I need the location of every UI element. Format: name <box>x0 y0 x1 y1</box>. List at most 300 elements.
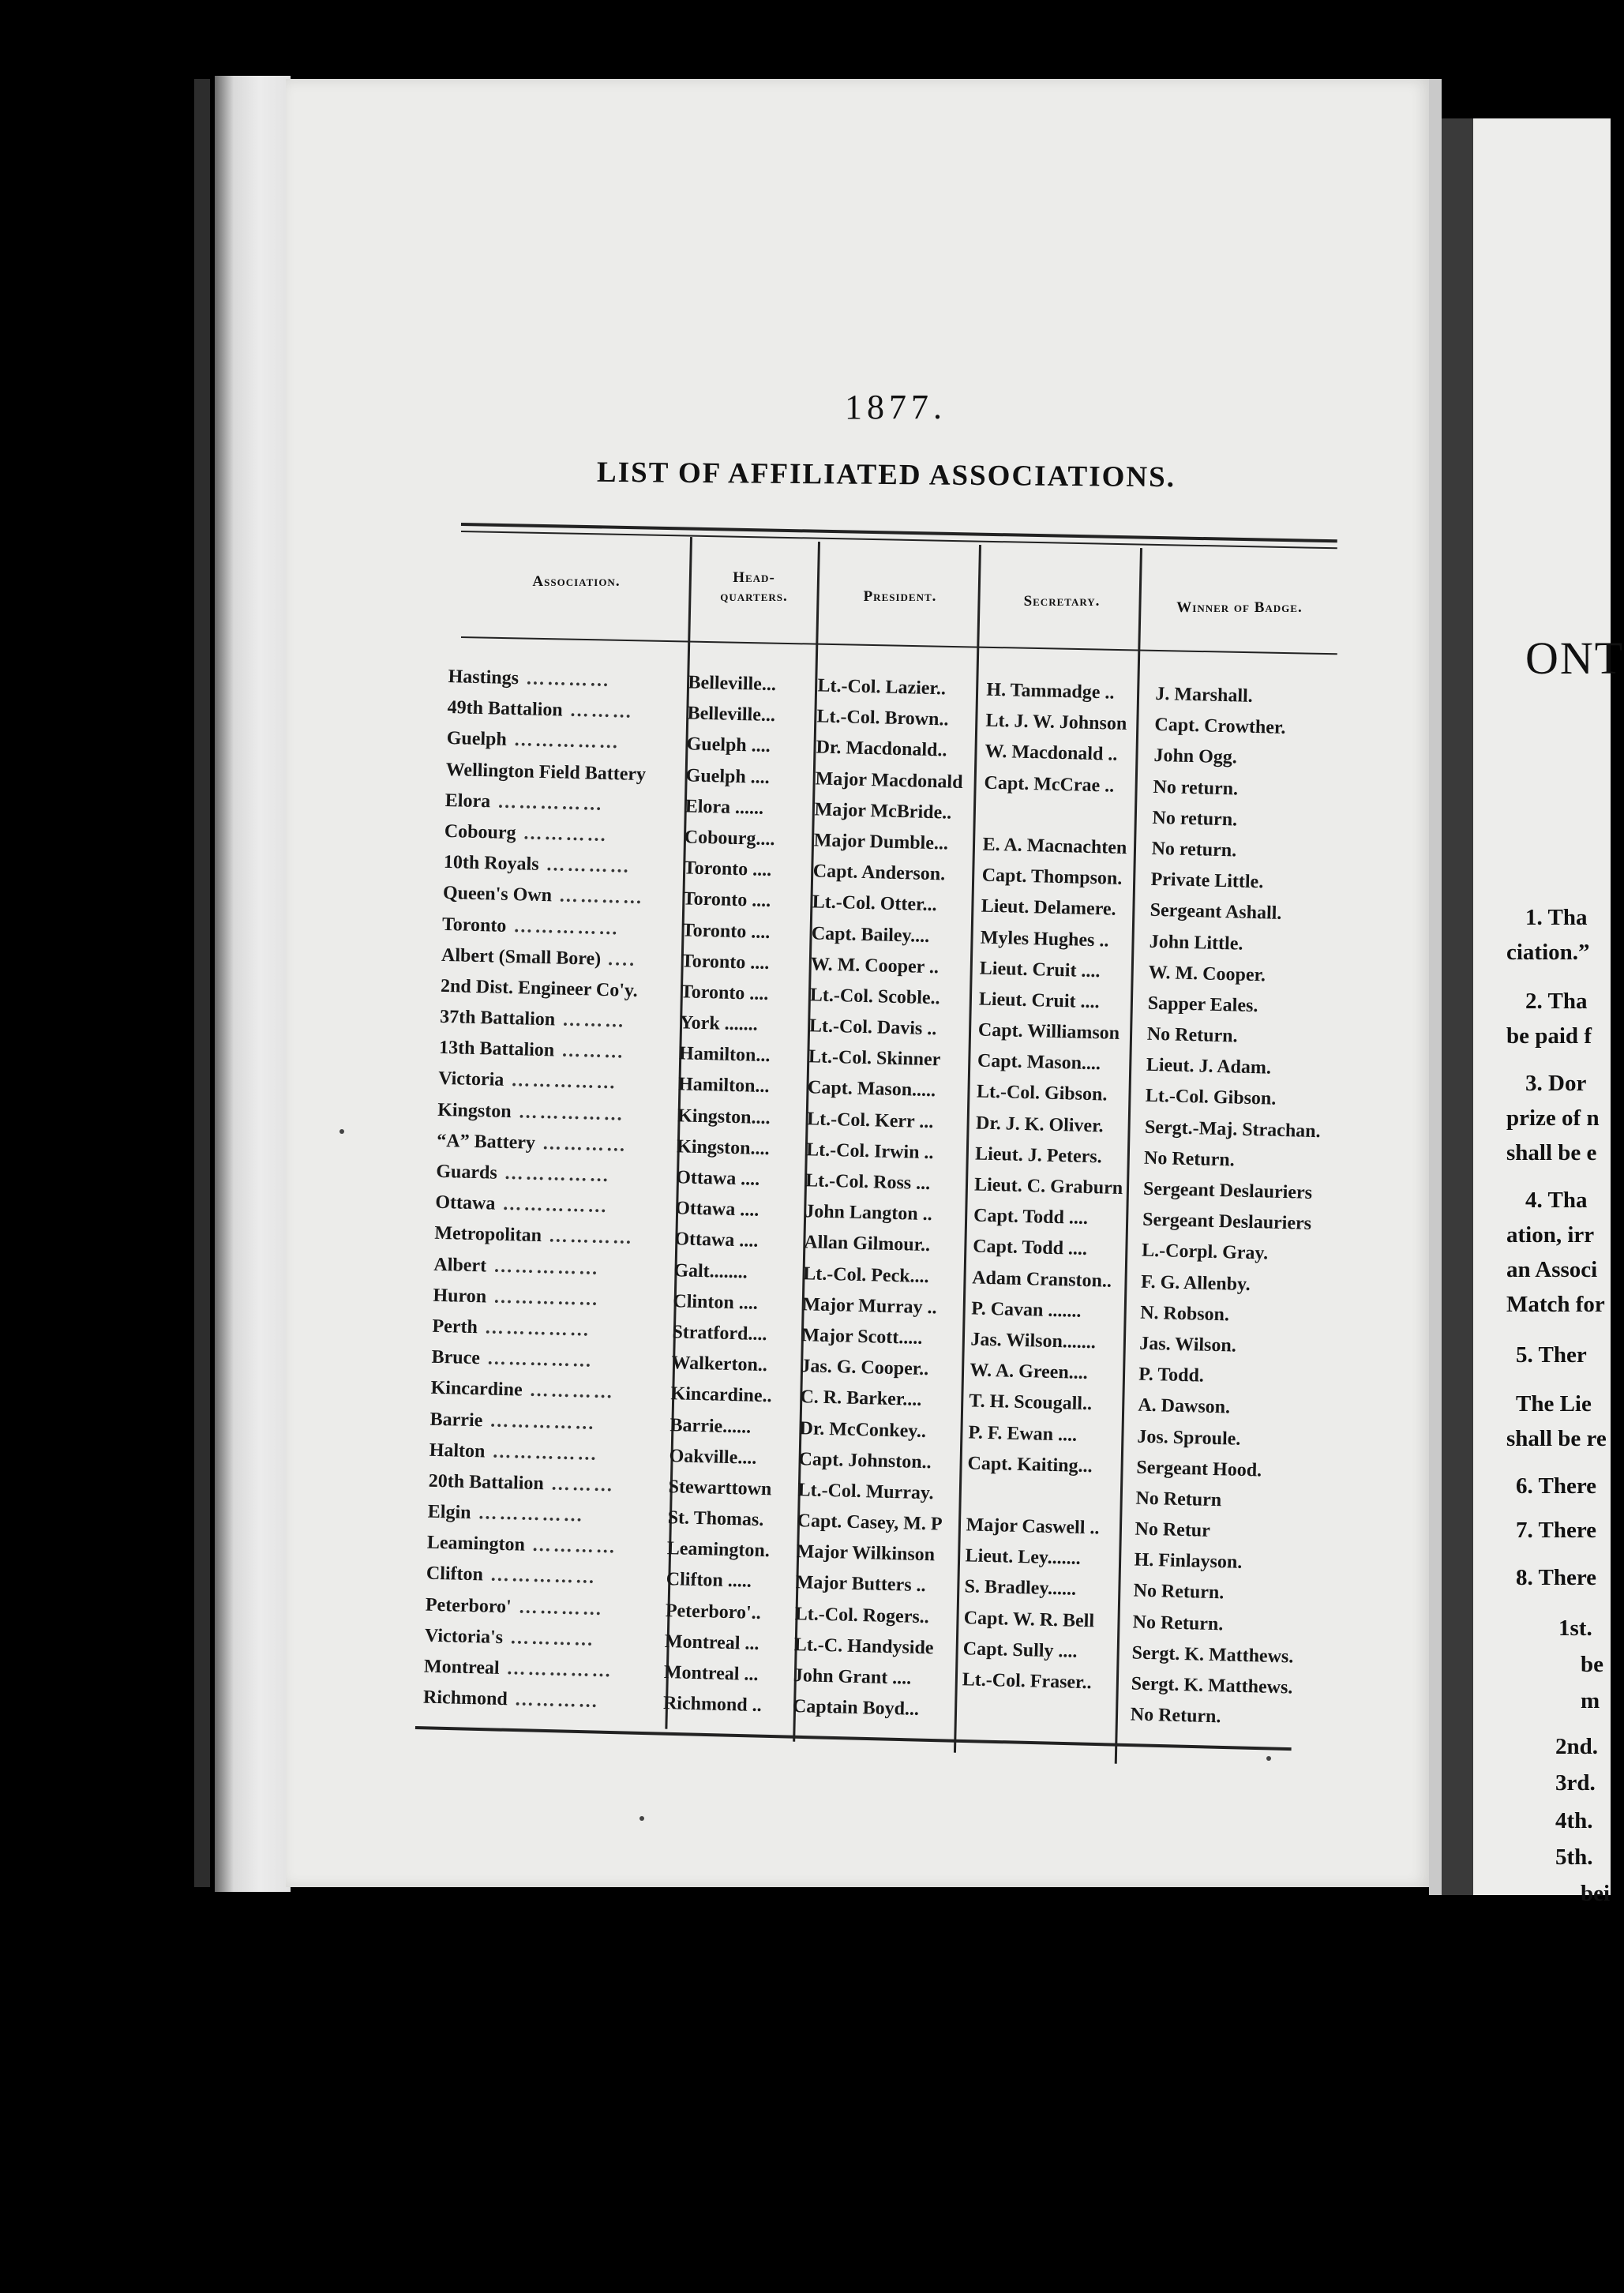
headquarters-cell <box>664 1662 791 1687</box>
headquarters-cell <box>671 1353 798 1377</box>
right-page-line: bei <box>1581 1881 1611 1906</box>
winner-cell-text: Jas. Wilson. <box>1138 1333 1237 1357</box>
headquarters-cell-text: Belleville... <box>687 703 776 726</box>
secretary-cell-text: Capt. Sully .... <box>962 1638 1078 1662</box>
president-cell-text: Major Macdonald <box>815 767 963 793</box>
headquarters-cell-text: Cobourg.... <box>684 827 775 850</box>
right-page <box>1473 118 1624 1906</box>
association-cell-text: Victoria <box>437 1068 504 1091</box>
winner-cell <box>1131 1674 1321 1700</box>
association-cell-text: 49th Battalion <box>447 697 564 721</box>
winner-cell <box>1134 1550 1324 1576</box>
leader-dots: …………… <box>499 1657 613 1682</box>
headquarters-cell-text: Barrie...... <box>669 1414 752 1438</box>
association-table <box>422 666 1340 1740</box>
secretary-cell-text: Myles Hughes .. <box>980 927 1109 951</box>
headquarters-cell-text: Belleville... <box>688 672 777 696</box>
winner-cell <box>1139 1334 1330 1360</box>
right-page-line: Match for <box>1506 1292 1605 1317</box>
president-cell <box>793 1665 960 1691</box>
header-winner: Winner of Badge. <box>1176 599 1303 616</box>
president-cell <box>797 1480 964 1505</box>
headquarters-cell-text: Peterboro'.. <box>665 1600 761 1623</box>
president-cell <box>813 830 980 855</box>
association-cell-text: Montreal <box>423 1656 500 1679</box>
headquarters-cell <box>672 1322 799 1346</box>
winner-cell-text: A. Dawson. <box>1138 1394 1231 1418</box>
headquarters-cell-text: Ottawa .... <box>674 1198 759 1221</box>
secretary-cell <box>970 1360 1136 1386</box>
association-cell-text: Elgin <box>427 1501 471 1524</box>
association-cell-text: Albert (Small Bore) <box>441 944 602 970</box>
association-cell-text: 2nd Dist. Engineer Co'y. <box>440 975 638 1001</box>
winner-cell-text: No Return. <box>1146 1023 1238 1047</box>
secretary-cell-text: Lt.-Col. Fraser.. <box>962 1669 1092 1694</box>
association-cell-text: Perth <box>432 1315 478 1338</box>
winner-cell <box>1143 1179 1333 1205</box>
secretary-cell <box>962 1669 1128 1694</box>
leader-dots: ………… <box>507 1689 601 1713</box>
president-cell <box>815 768 981 794</box>
association-cell-text: Queen's Own <box>442 883 553 906</box>
winner-cell <box>1133 1581 1323 1607</box>
president-cell <box>801 1325 968 1350</box>
headquarters-cell-text: Guelph .... <box>686 734 771 757</box>
president-cell <box>816 737 982 763</box>
winner-cell-text: Sergeant Ashall. <box>1150 900 1282 925</box>
president-cell-text: Dr. McConkey.. <box>799 1417 927 1442</box>
ink-speck <box>639 1816 644 1821</box>
right-page-line: 8. There <box>1516 1565 1597 1590</box>
president-cell <box>795 1573 962 1598</box>
header-association: Association. <box>532 573 621 590</box>
winner-cell <box>1135 1519 1325 1545</box>
winner-cell-text: Sergeant Hood. <box>1136 1457 1262 1481</box>
headquarters-cell-text: St. Thomas. <box>667 1507 764 1531</box>
page-gutter <box>1429 79 1442 1895</box>
headquarters-cell <box>680 1012 807 1037</box>
headquarters-cell <box>669 1446 796 1470</box>
winner-cell <box>1152 808 1342 834</box>
winner-cell <box>1130 1705 1320 1731</box>
president-cell-text: Capt. Anderson. <box>812 861 946 885</box>
leader-dots: …………… <box>506 730 621 753</box>
winner-cell <box>1153 776 1343 802</box>
ink-speck <box>339 1129 344 1134</box>
president-cell <box>806 1139 973 1165</box>
leader-dots: …………… <box>495 1193 609 1218</box>
president-cell <box>807 1109 973 1134</box>
headquarters-cell-text: Galt........ <box>673 1259 748 1283</box>
leader-dots: …………… <box>479 1348 594 1372</box>
association-cell-text: 20th Battalion <box>428 1470 545 1495</box>
winner-cell-text: No return. <box>1152 807 1238 831</box>
secretary-cell <box>985 741 1151 767</box>
leader-dots: .... <box>600 948 637 970</box>
secretary-cell <box>967 1453 1134 1478</box>
headquarters-cell-text: Kingston.... <box>677 1105 771 1128</box>
headquarters-cell <box>674 1229 801 1254</box>
secretary-cell-text: Capt. Mason.... <box>977 1050 1101 1075</box>
leader-dots: ………… <box>538 854 632 877</box>
association-cell-text: Ottawa <box>435 1192 496 1214</box>
leader-dots: …………… <box>489 791 605 815</box>
winner-cell <box>1132 1612 1322 1638</box>
association-cell-text: Bruce <box>431 1346 481 1369</box>
secretary-cell <box>980 958 1146 983</box>
president-cell <box>796 1541 962 1567</box>
secretary-cell-text: Major Caswell .. <box>966 1514 1100 1539</box>
secretary-cell-text: Capt. Williamson <box>977 1019 1120 1044</box>
winner-cell <box>1149 931 1339 957</box>
president-cell <box>801 1356 967 1381</box>
secretary-cell <box>964 1577 1131 1602</box>
leader-dots: …………… <box>477 1317 592 1341</box>
president-cell-text: Major Scott..... <box>801 1325 923 1349</box>
headquarters-cell <box>682 920 809 944</box>
headquarters-cell <box>670 1383 797 1408</box>
secretary-cell <box>977 1051 1144 1076</box>
secretary-cell-text: Capt. W. R. Bell <box>963 1607 1095 1631</box>
winner-cell <box>1155 684 1345 710</box>
leader-dots: ………… <box>511 1596 605 1619</box>
winner-cell-text: No Return. <box>1133 1580 1225 1604</box>
right-page-line: 4. Tha <box>1525 1188 1588 1213</box>
leader-dots: ………… <box>502 1627 596 1650</box>
winner-cell-text: No Return. <box>1130 1704 1221 1728</box>
president-cell <box>805 1170 972 1195</box>
secretary-cell <box>986 680 1153 705</box>
winner-cell <box>1140 1302 1330 1328</box>
winner-cell-text: No Return. <box>1132 1612 1224 1634</box>
headquarters-cell <box>684 858 811 882</box>
headquarters-cell-text: Toronto .... <box>681 919 771 943</box>
secretary-cell-text: Dr. J. K. Oliver. <box>975 1113 1104 1137</box>
headquarters-cell <box>681 981 808 1006</box>
secretary-cell-text: Capt. Thompson. <box>981 865 1123 890</box>
association-cell-text: Peterboro' <box>425 1594 512 1617</box>
headquarters-cell <box>683 889 810 914</box>
winner-cell-text: P. Todd. <box>1138 1364 1205 1387</box>
winner-cell-text: Capt. Crowther. <box>1154 715 1286 739</box>
secretary-cell <box>985 711 1152 736</box>
president-cell-text: Capt. Casey, M. P <box>797 1511 943 1535</box>
headquarters-cell-text: Kincardine.. <box>670 1383 772 1407</box>
president-cell-text: Lt.-Col. Brown.. <box>816 706 949 730</box>
headquarters-cell-text: Guelph .... <box>685 764 771 788</box>
winner-cell-text: No return. <box>1151 838 1237 861</box>
secretary-cell-text: Capt. Kaiting... <box>967 1453 1093 1477</box>
headquarters-cell <box>666 1601 793 1625</box>
headquarters-cell <box>673 1291 800 1315</box>
winner-cell-text: Sergeant Deslauriers <box>1142 1209 1312 1235</box>
winner-cell-text: John Ogg. <box>1153 745 1238 768</box>
secretary-cell <box>973 1206 1140 1231</box>
president-cell-text: Lt.-Col. Skinner <box>808 1046 941 1071</box>
right-page-line: ciation.” <box>1506 940 1590 965</box>
president-cell <box>817 675 984 700</box>
secretary-cell <box>972 1267 1138 1293</box>
secretary-cell-text: Lt.-Col. Gibson. <box>976 1081 1108 1105</box>
leader-dots: ………… <box>551 885 645 909</box>
right-page-line: be paid f <box>1506 1023 1592 1049</box>
association-cell-text: Victoria's <box>424 1625 504 1648</box>
secretary-cell <box>970 1329 1137 1354</box>
winner-cell-text: Jos. Sproule. <box>1137 1426 1241 1450</box>
secretary-cell-text: Lieut. Cruit .... <box>979 958 1101 981</box>
headquarters-cell <box>688 672 815 696</box>
header-headquarters <box>695 569 813 606</box>
secretary-cell <box>978 1020 1145 1045</box>
secretary-cell-text: Lieut. C. Graburn <box>973 1174 1123 1199</box>
president-cell-text: Lt.-Col. Davis .. <box>808 1015 937 1040</box>
headquarters-cell <box>679 1044 806 1068</box>
headquarters-cell <box>675 1198 802 1222</box>
secretary-cell-text: Capt. Todd .... <box>973 1205 1089 1229</box>
right-page-line: shall be e <box>1506 1140 1597 1165</box>
president-cell <box>812 861 979 886</box>
page-title: LIST OF AFFILIATED ASSOCIATIONS. <box>596 456 1176 494</box>
president-cell <box>794 1634 961 1660</box>
headquarters-cell <box>684 796 812 820</box>
association-cell-text: Kincardine <box>430 1378 523 1401</box>
secretary-cell <box>974 1174 1141 1199</box>
association-cell-text: Leamington <box>426 1532 526 1556</box>
winner-cell <box>1150 869 1341 895</box>
header-secretary: Secretary. <box>1023 593 1101 610</box>
headquarters-cell-text: Stewarttown <box>668 1476 772 1500</box>
secretary-cell <box>963 1608 1130 1633</box>
president-cell <box>808 1078 974 1103</box>
president-cell-text: Allan Gilmour.. <box>803 1232 931 1256</box>
right-page-line: 2nd. <box>1555 1734 1599 1759</box>
winner-cell-text: Sergt. K. Matthews. <box>1131 1673 1293 1698</box>
president-cell <box>798 1449 965 1474</box>
winner-cell-text: F. G. Allenby. <box>1140 1271 1251 1295</box>
president-cell-text: Lt.-Col. Lazier.. <box>817 675 947 700</box>
secretary-cell <box>977 1082 1143 1107</box>
leader-dots: ………… <box>518 668 612 692</box>
right-page-line: 5th. <box>1555 1845 1593 1870</box>
book-spine <box>194 79 210 1887</box>
leader-dots: …………… <box>486 1286 601 1310</box>
secretary-cell <box>981 896 1147 921</box>
leader-dots: …………… <box>503 1070 618 1094</box>
header-president: President. <box>863 588 937 605</box>
president-cell-text: Lt.-Col. Kerr ... <box>806 1108 934 1132</box>
association-cell-text: Clifton <box>426 1563 484 1586</box>
winner-cell <box>1137 1426 1327 1452</box>
secretary-cell <box>969 1391 1135 1417</box>
president-cell-text: Lt.-C. Handyside <box>793 1634 934 1659</box>
right-page-line: 6. There <box>1516 1473 1597 1499</box>
president-cell-text: C. R. Barker.... <box>800 1387 922 1411</box>
right-page-heading: ONT <box>1525 632 1624 684</box>
leader-dots: ……… <box>562 700 634 722</box>
secretary-cell <box>965 1546 1131 1571</box>
headquarters-cell-text: Oakville.... <box>669 1445 757 1469</box>
winner-cell <box>1141 1271 1331 1297</box>
headquarters-cell-text: Clifton ..... <box>666 1569 752 1593</box>
headquarters-cell <box>684 827 811 851</box>
president-cell <box>812 923 978 948</box>
ink-speck <box>1266 1756 1271 1761</box>
leader-dots: ………… <box>516 823 609 846</box>
right-page-line: 7. There <box>1516 1518 1597 1543</box>
secretary-cell <box>980 927 1146 952</box>
headquarters-cell-text: Montreal ... <box>664 1631 759 1654</box>
headquarters-cell-text: Hamilton... <box>677 1074 770 1098</box>
headquarters-cell <box>667 1507 794 1532</box>
secretary-cell-text: H. Tammadge .. <box>986 679 1115 704</box>
president-cell <box>797 1511 963 1536</box>
page-gutter-shadow <box>1442 118 1473 1895</box>
winner-cell-text: H. Finlayson. <box>1134 1549 1243 1574</box>
winner-cell-text: Sergeant Deslauriers <box>1142 1178 1313 1203</box>
headquarters-cell <box>678 1075 805 1099</box>
winner-cell <box>1151 839 1341 865</box>
headquarters-cell <box>666 1570 793 1594</box>
president-cell-text: John Langton .. <box>804 1201 932 1225</box>
right-page-line: prize of n <box>1506 1105 1600 1131</box>
secretary-cell-text: Lieut. Cruit .... <box>978 989 1100 1013</box>
right-page-line: 5. Ther <box>1516 1342 1587 1368</box>
leader-dots: …………… <box>471 1503 585 1526</box>
association-cell-text: Huron <box>433 1285 487 1308</box>
page-year: 1877. <box>845 388 947 426</box>
winner-cell-text: Lieut. J. Adam. <box>1146 1055 1272 1079</box>
secretary-cell <box>966 1514 1132 1540</box>
president-cell-text: Major Murray .. <box>802 1293 937 1319</box>
association-cell-text: “A” Battery <box>437 1130 536 1154</box>
winner-cell <box>1153 745 1344 771</box>
leader-dots: …………… <box>511 1101 625 1125</box>
secretary-cell-text: Lieut. Delamere. <box>981 895 1116 921</box>
secretary-cell-text: E. A. Macnachten <box>982 834 1127 858</box>
president-cell-text: John Grant .... <box>793 1665 912 1689</box>
president-cell-text: Major Wilkinson <box>796 1541 936 1566</box>
association-cell-text: Elora <box>444 790 491 812</box>
winner-cell <box>1145 1116 1335 1143</box>
secretary-cell-text: W. Macdonald .. <box>985 741 1118 766</box>
association-cell-text: Metropolitan <box>434 1223 542 1247</box>
winner-cell <box>1136 1457 1326 1483</box>
leader-dots: …………… <box>485 1441 599 1465</box>
president-cell <box>794 1604 961 1629</box>
leader-dots: …………… <box>497 1162 611 1187</box>
president-cell <box>804 1201 971 1226</box>
association-cell-text: 37th Battalion <box>439 1006 556 1030</box>
president-cell <box>799 1418 966 1443</box>
secretary-cell-text: W. A. Green.... <box>970 1360 1089 1384</box>
president-cell-text: Lt.-Col. Otter... <box>812 891 937 916</box>
winner-cell-text: N. Robson. <box>1139 1302 1230 1326</box>
right-page-line: 4th. <box>1555 1808 1593 1833</box>
winner-cell <box>1138 1364 1329 1390</box>
president-cell <box>809 1015 976 1041</box>
header-headquarters-line1: Head- <box>733 569 775 586</box>
headquarters-cell-text: Toronto .... <box>681 951 770 974</box>
headquarters-cell <box>687 704 814 728</box>
association-cell-text: Albert <box>433 1254 487 1276</box>
winner-cell-text: Lt.-Col. Gibson. <box>1145 1086 1277 1110</box>
right-page-line: be <box>1581 1652 1603 1677</box>
secretary-cell-text: S. Bradley...... <box>964 1576 1077 1601</box>
winner-cell <box>1146 1086 1336 1112</box>
leader-dots: ………… <box>541 1225 635 1249</box>
secretary-cell <box>962 1638 1129 1664</box>
leader-dots: ……… <box>553 1040 626 1063</box>
winner-cell-text: John Little. <box>1149 931 1243 955</box>
winner-cell <box>1131 1642 1322 1668</box>
president-cell-text: Lt.-Col. Peck.... <box>803 1263 929 1287</box>
leader-dots: ………… <box>522 1379 615 1403</box>
president-cell <box>816 707 983 732</box>
president-cell-text: Lt.-Col. Scoble.. <box>809 985 940 1009</box>
winner-cell-text: Private Little. <box>1150 869 1264 893</box>
winner-cell-text: No Retur <box>1135 1518 1211 1541</box>
president-cell-text: Lt.-Col. Irwin .. <box>805 1139 934 1164</box>
president-cell-text: Capt. Bailey.... <box>811 922 930 947</box>
president-cell-text: Captain Boyd... <box>792 1696 920 1721</box>
leader-dots: ………… <box>534 1132 628 1156</box>
right-page-line: 3rd. <box>1555 1770 1596 1796</box>
association-cell-text: Barrie <box>429 1409 483 1431</box>
headquarters-cell <box>669 1415 797 1439</box>
secretary-cell <box>981 865 1148 891</box>
president-cell-text: Lt.-Col. Murray. <box>797 1480 934 1504</box>
secretary-cell-text: Lt. J. W. Johnson <box>985 710 1127 735</box>
association-cell-text: Kingston <box>437 1099 512 1122</box>
winner-cell <box>1154 715 1345 741</box>
headquarters-cell-text: Montreal ... <box>663 1662 759 1685</box>
association-cell-text: Halton <box>429 1439 486 1462</box>
association-cell-text: Hastings <box>448 666 519 689</box>
winner-cell-text: No Return <box>1135 1488 1222 1511</box>
page-edge <box>215 76 291 1892</box>
right-page-line: 1. Tha <box>1525 905 1588 930</box>
header-headquarters-line2: quarters. <box>720 588 788 605</box>
secretary-cell-text: Lieut. J. Peters. <box>974 1143 1103 1168</box>
headquarters-cell-text: Walkerton.. <box>671 1353 768 1376</box>
headquarters-cell <box>663 1693 790 1717</box>
headquarters-cell-text: Hamilton... <box>678 1043 771 1067</box>
secretary-cell <box>982 835 1149 860</box>
president-cell <box>811 954 977 979</box>
winner-cell-text: Sergt.-Maj. Strachan. <box>1144 1116 1321 1142</box>
winner-cell <box>1142 1240 1332 1267</box>
secretary-cell-text: T. H. Scougall.. <box>969 1390 1093 1415</box>
secretary-cell-text: P. Cavan ....... <box>971 1298 1082 1322</box>
association-cell-text: Cobourg <box>444 820 516 844</box>
secretary-cell <box>975 1143 1142 1169</box>
headquarters-cell <box>686 734 813 759</box>
president-cell <box>800 1387 966 1412</box>
headquarters-cell-text: Toronto .... <box>683 858 772 881</box>
association-cell-text: Richmond <box>422 1687 508 1710</box>
president-cell-text: Lt.-Col. Ross ... <box>804 1170 931 1195</box>
headquarters-cell-text: Ottawa .... <box>674 1229 759 1252</box>
headquarters-cell <box>681 951 808 975</box>
right-page-line: shall be re <box>1506 1426 1607 1451</box>
right-page-line: 1st. <box>1558 1616 1592 1641</box>
association-cell-text: 10th Royals <box>443 852 539 875</box>
winner-cell <box>1135 1488 1326 1514</box>
headquarters-cell-text: Stratford.... <box>672 1322 767 1345</box>
leader-dots: …………… <box>482 1564 598 1589</box>
leader-dots: …………… <box>482 1409 597 1434</box>
right-page-line: an Associ <box>1506 1257 1598 1282</box>
